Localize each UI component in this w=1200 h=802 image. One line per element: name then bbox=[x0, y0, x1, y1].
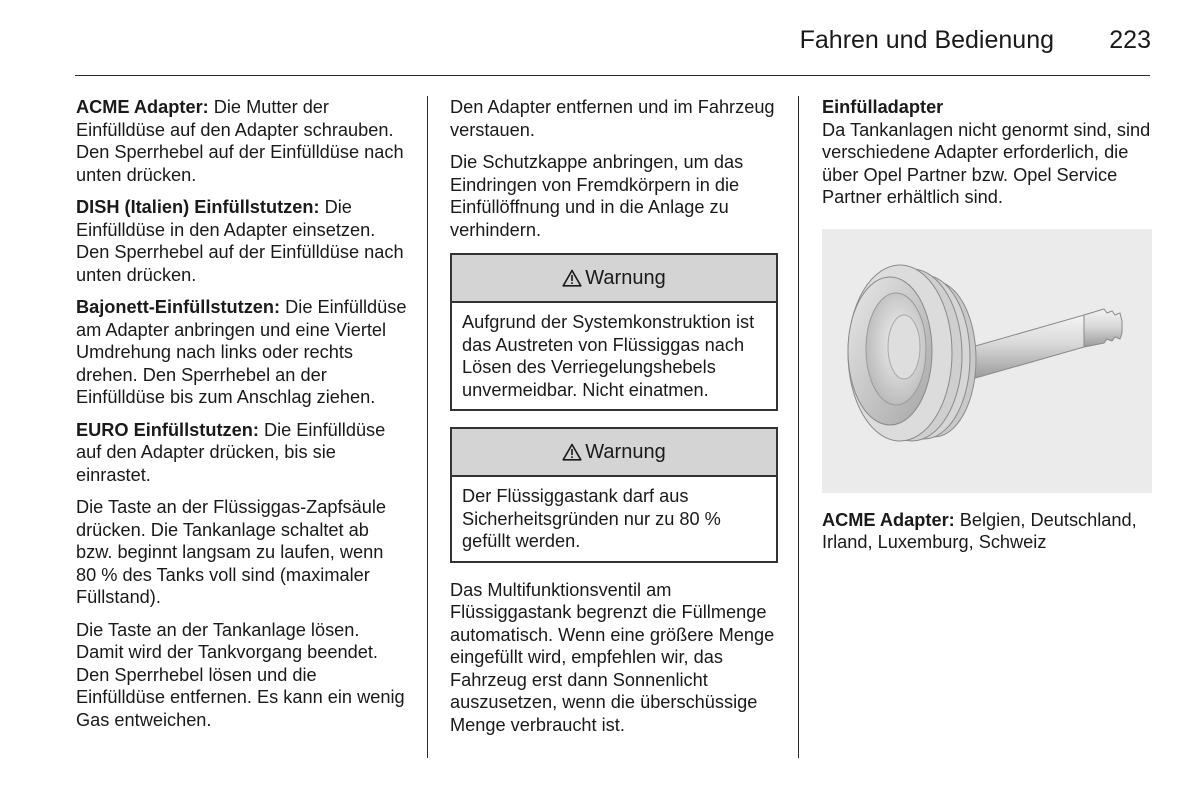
paragraph: Das Multifunktionsventil am Flüssiggastank begrenzt die Füllmenge automatisch. Wenn eine größere Menge eingefüllt wird, empfehlen wir, das Fahrzeug erst dann Sonnenlicht auszusetzen, wenn die überschüssige Menge verbraucht ist. bbox=[450, 579, 775, 735]
header-divider bbox=[75, 75, 1150, 76]
term-label: DISH (Italien) Einfüllstutzen: bbox=[76, 197, 320, 217]
column-middle bbox=[450, 96, 778, 746]
paragraph-text: Die Einfülldüse in den Adapter einsetzen. Den Sperrhebel auf der Einfülldüse nach unten drücken. bbox=[76, 197, 404, 285]
column-divider bbox=[427, 96, 428, 758]
warning-box bbox=[450, 253, 778, 411]
term-label: ACME Adapter: bbox=[76, 97, 209, 117]
column-divider bbox=[798, 96, 799, 758]
section-title: Fahren und Bedienung bbox=[799, 26, 1054, 54]
warning-triangle-icon bbox=[562, 443, 582, 461]
section-heading: Einfülladapter bbox=[822, 97, 944, 117]
paragraph-text: Die Einfülldüse auf den Adapter drücken, bis sie einrastet. bbox=[76, 419, 386, 485]
page-number: 223 bbox=[1109, 26, 1151, 54]
column-left bbox=[76, 96, 408, 741]
paragraph: Den Adapter entfernen und im Fahrzeug verstauen. bbox=[450, 97, 775, 140]
paragraph: Die Taste an der Flüssiggas-Zapfsäule drücken. Die Tankanlage schaltet ab bzw. beginnt langsam zu laufen, wenn 80 % des Tanks voll sind (maximaler Füllstand). bbox=[76, 497, 387, 607]
paragraph: Die Schutzkappe anbringen, um das Eindringen von Fremdkörpern in die Einfüllöffnung und in die Anlage zu verhindern. bbox=[450, 152, 744, 240]
paragraph bbox=[76, 296, 408, 409]
paragraph: Die Taste an der Tankanlage lösen. Damit wird der Tankvorgang beendet. Den Sperrhebel lösen und die Einfülldüse entfernen. Es kann ein wenig Gas entweichen. bbox=[76, 619, 405, 730]
warning-text: Aufgrund der Systemkonstruktion ist das Austreten von Flüssiggas nach Lösen des Verriegelungshebels unvermeidbar. Nicht einatmen. bbox=[462, 312, 755, 400]
paragraph-text: Die Einfülldüse am Adapter anbringen und eine Viertel Umdrehung nach links oder rechts drehen. Den Sperrhebel an der Einfülldüse bis zum Anschlag ziehen. bbox=[76, 297, 407, 407]
warning-title: Warnung bbox=[585, 440, 666, 463]
adapter-figure bbox=[822, 229, 1152, 493]
column-right bbox=[822, 96, 1152, 564]
warning-box bbox=[450, 427, 778, 563]
figure-caption bbox=[822, 509, 1152, 554]
paragraph bbox=[76, 196, 408, 286]
term-label: Bajonett-Einfüllstutzen: bbox=[76, 297, 281, 317]
acme-adapter-icon bbox=[822, 229, 1152, 493]
paragraph-text: Die Mutter der Einfülldüse auf den Adapter schrauben. Den Sperrhebel auf der Einfülldüse nach unten drücken. bbox=[76, 97, 404, 185]
caption-text: Belgien, Deutschland, Irland, Luxemburg, Schweiz bbox=[822, 509, 1137, 552]
paragraph bbox=[76, 419, 408, 487]
warning-header bbox=[452, 255, 776, 303]
paragraph bbox=[76, 96, 408, 186]
warning-text: Der Flüssiggastank darf aus Sicherheitsgründen nur zu 80 % gefüllt werden. bbox=[462, 486, 721, 551]
warning-triangle-icon bbox=[562, 269, 582, 287]
caption-label: ACME Adapter: bbox=[822, 509, 955, 530]
term-label: EURO Einfüllstutzen: bbox=[76, 419, 259, 440]
warning-header bbox=[452, 429, 776, 477]
paragraph: Da Tankanlagen nicht genormt sind, sind verschiedene Adapter erforderlich, die über Opel Partner bzw. Opel Service Partner erhältlich sind. bbox=[822, 119, 1151, 207]
warning-title: Warnung bbox=[585, 266, 666, 289]
